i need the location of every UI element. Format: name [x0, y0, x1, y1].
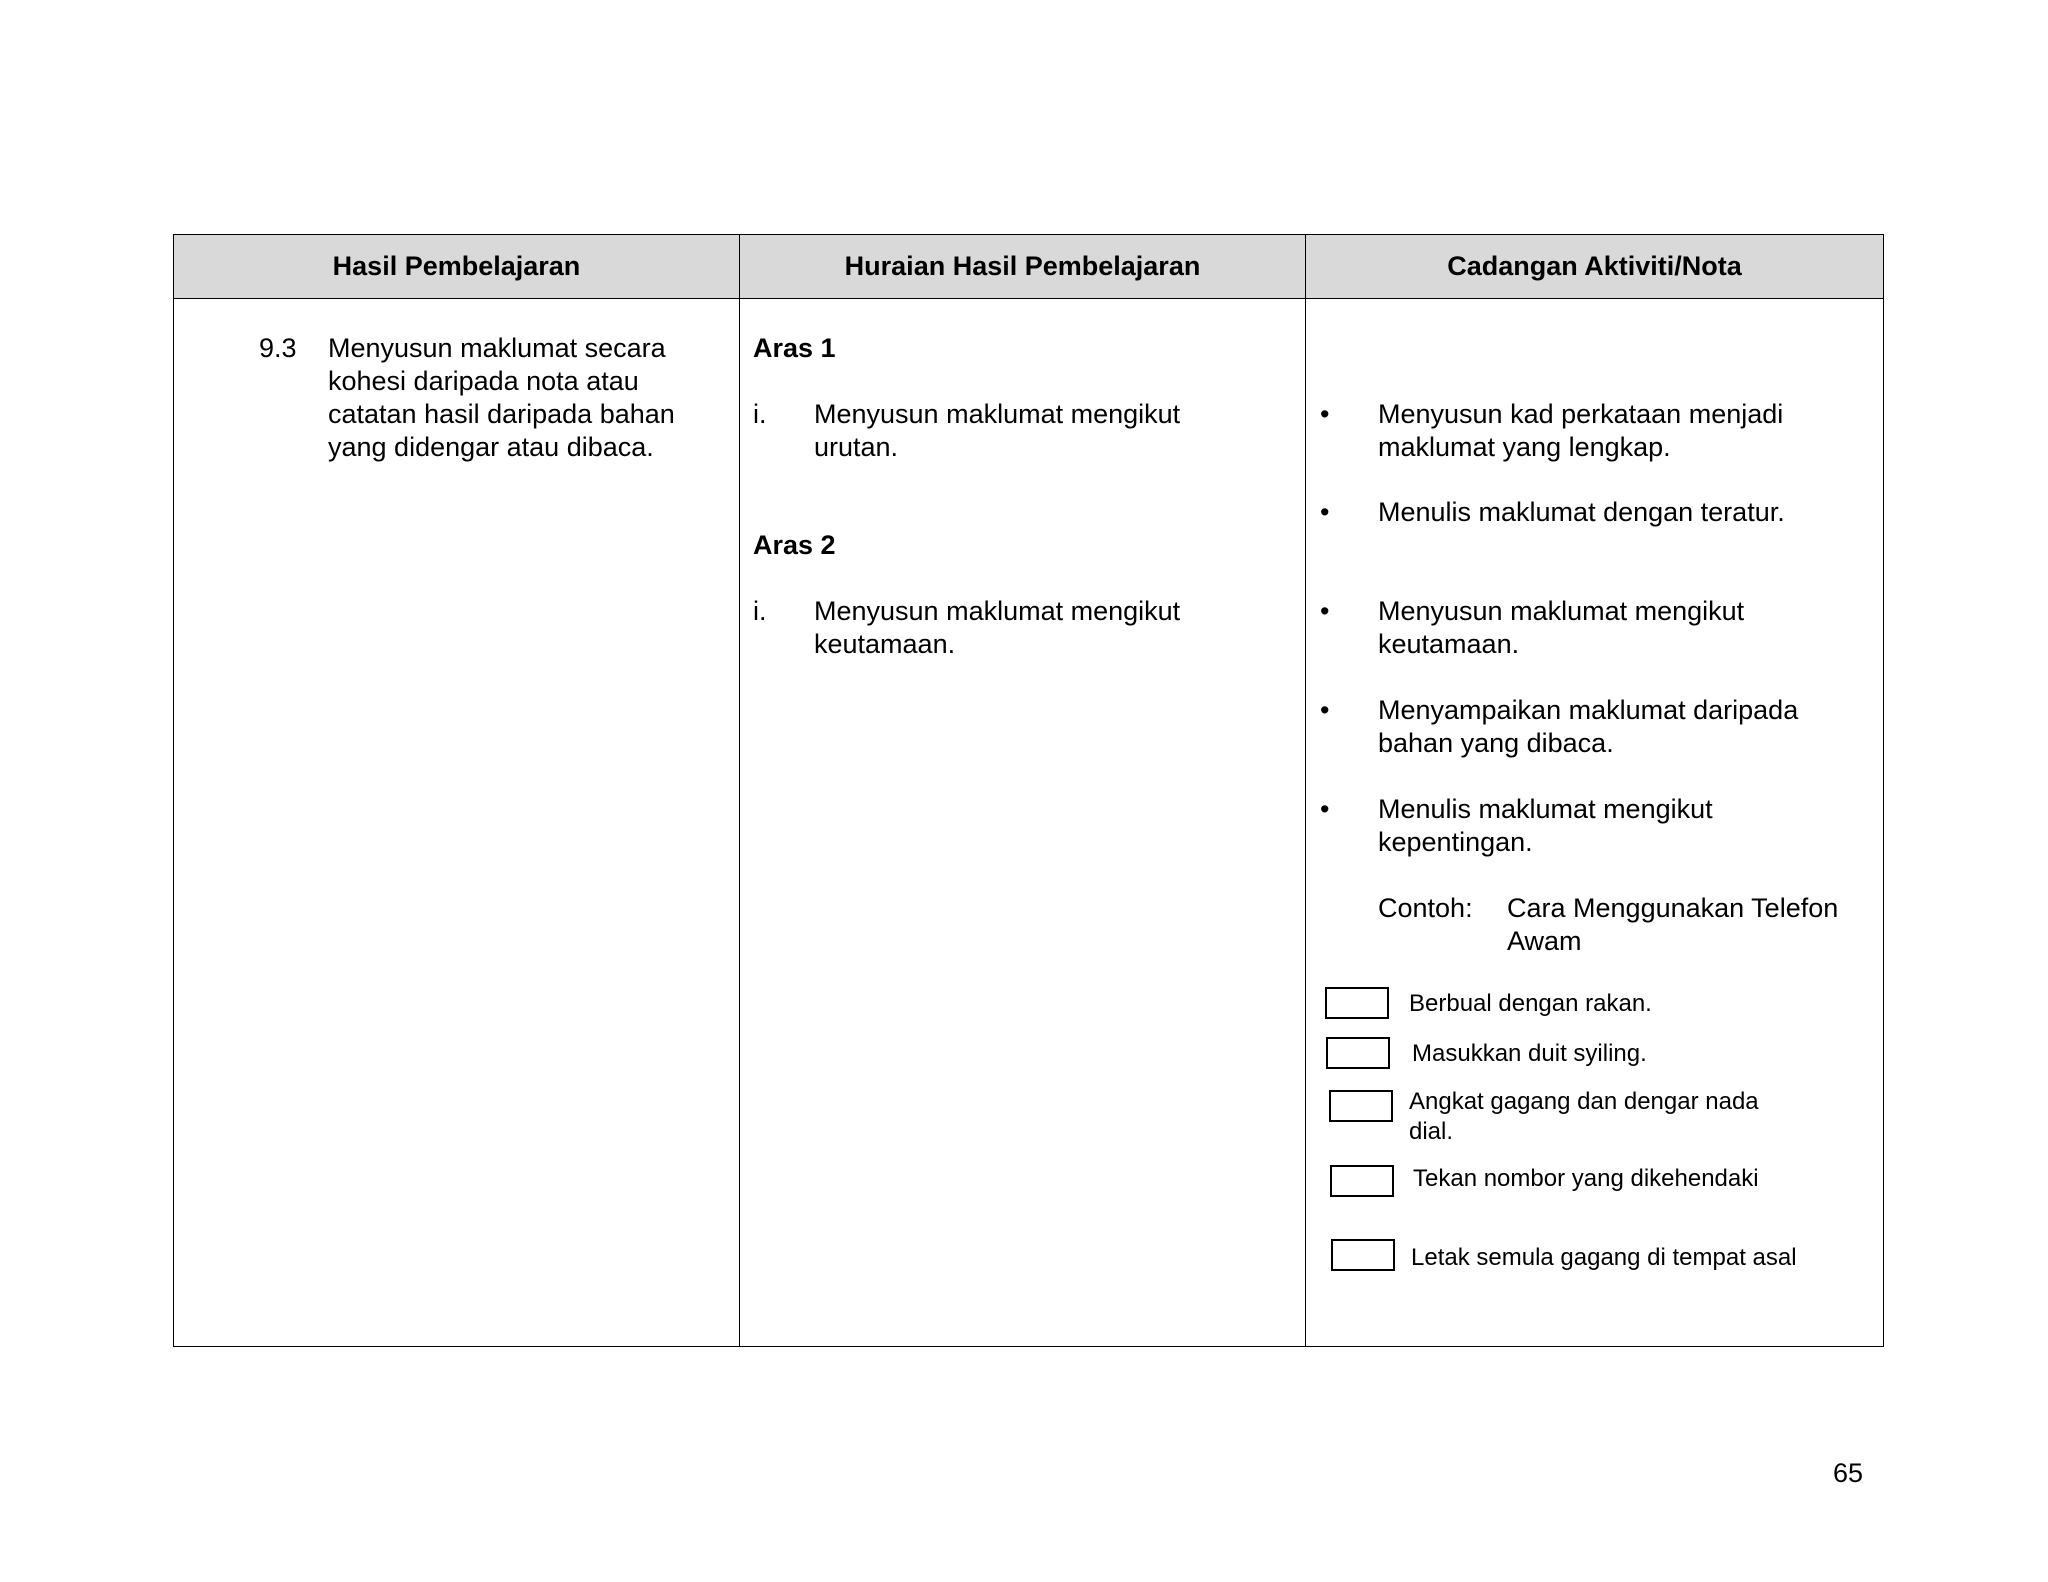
step-order-box	[1331, 1239, 1395, 1271]
activities-cell	[1306, 299, 1884, 1347]
step-text: dial.	[1409, 1118, 1454, 1145]
activity-line: maklumat yang lengkap.	[1378, 432, 1671, 462]
level-title: Aras 2	[753, 530, 836, 560]
step-text: Angkat gagang dan dengar nada	[1409, 1088, 1759, 1115]
level-item-line: keutamaan.	[814, 629, 956, 659]
curriculum-table	[173, 234, 1884, 1347]
level-item-line: urutan.	[814, 432, 899, 462]
step-order-box	[1326, 1037, 1390, 1069]
outcome-number: 9.3	[259, 333, 297, 363]
step-order-box	[1329, 1090, 1393, 1122]
activity-line: Menyusun maklumat mengikut	[1378, 596, 1745, 626]
outcome-line: yang didengar atau dibaca.	[328, 432, 654, 462]
outcome-cell	[174, 299, 740, 1347]
bullet: •	[1320, 695, 1330, 725]
example-label: Contoh:	[1378, 893, 1473, 923]
header-cadangan-aktiviti: Cadangan Aktiviti/Nota	[1306, 235, 1884, 299]
level-marker: i.	[753, 399, 767, 429]
outcome-line: catatan hasil daripada bahan	[328, 399, 675, 429]
level-marker: i.	[753, 596, 767, 626]
example-title-line: Awam	[1507, 926, 1582, 956]
step-text: Letak semula gagang di tempat asal	[1411, 1244, 1797, 1271]
level-item-line: Menyusun maklumat mengikut	[814, 399, 1181, 429]
outcome-line: Menyusun maklumat secara	[328, 333, 666, 363]
bullet: •	[1320, 399, 1330, 429]
level-title: Aras 1	[753, 333, 836, 363]
step-order-box	[1325, 987, 1389, 1019]
activity-line: keutamaan.	[1378, 629, 1520, 659]
level-item-line: Menyusun maklumat mengikut	[814, 596, 1181, 626]
levels-cell	[740, 299, 1306, 1347]
step-text: Berbual dengan rakan.	[1409, 990, 1652, 1017]
bullet: •	[1320, 794, 1330, 824]
bullet: •	[1320, 596, 1330, 626]
header-huraian: Huraian Hasil Pembelajaran	[740, 235, 1306, 299]
example-title-line: Cara Menggunakan Telefon	[1507, 893, 1839, 923]
bullet: •	[1320, 497, 1330, 527]
outcome-line: kohesi daripada nota atau	[328, 366, 639, 396]
header-row	[174, 235, 1884, 299]
step-text: Tekan nombor yang dikehendaki	[1413, 1165, 1759, 1192]
step-order-box	[1330, 1165, 1394, 1197]
activity-line: Menulis maklumat mengikut	[1378, 794, 1713, 824]
activity-line: bahan yang dibaca.	[1378, 728, 1614, 758]
page-number: 65	[1833, 1458, 1864, 1488]
header-hasil-pembelajaran: Hasil Pembelajaran	[174, 235, 740, 299]
content-row	[174, 299, 1884, 1347]
activity-line: Menyusun kad perkataan menjadi	[1378, 399, 1784, 429]
activity-line: Menulis maklumat dengan teratur.	[1378, 497, 1785, 527]
activity-line: Menyampaikan maklumat daripada	[1378, 695, 1799, 725]
activity-line: kepentingan.	[1378, 827, 1533, 857]
step-text: Masukkan duit syiling.	[1412, 1040, 1647, 1067]
